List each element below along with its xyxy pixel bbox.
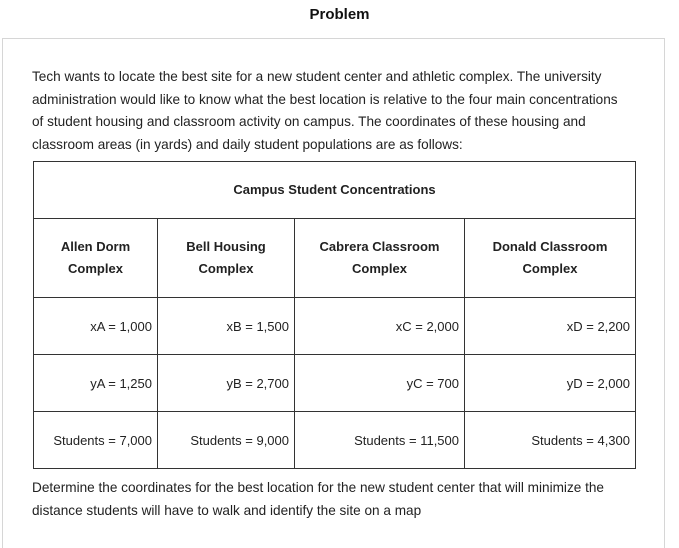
problem-question: Determine the coordinates for the best location for the new student center that will minimize the distance students will have to walk and identify the site on a map xyxy=(32,480,604,518)
cell-xa: xA = 1,000 xyxy=(34,298,158,355)
cell-students-c: Students = 11,500 xyxy=(295,412,465,469)
table-header-row xyxy=(34,219,636,298)
cell-xb: xB = 1,500 xyxy=(158,298,295,355)
header-bell: Bell Housing Complex xyxy=(158,219,295,298)
page-title: Problem xyxy=(309,6,370,23)
header-cabrera: Cabrera Classroom Complex xyxy=(295,219,465,298)
table-row-y xyxy=(34,355,636,412)
cell-yd: yD = 2,000 xyxy=(465,355,636,412)
table-caption: Campus Student Concentrations xyxy=(34,162,636,219)
cell-students-d: Students = 4,300 xyxy=(465,412,636,469)
cell-xd: xD = 2,200 xyxy=(465,298,636,355)
table-row-x xyxy=(34,298,636,355)
header-donald: Donald Classroom Complex xyxy=(465,219,636,298)
cell-students-b: Students = 9,000 xyxy=(158,412,295,469)
cell-xc: xC = 2,000 xyxy=(295,298,465,355)
table-row-students xyxy=(34,412,636,469)
problem-intro: Tech wants to locate the best site for a new student center and athletic complex. The university administration would like to know what the best location is relative to the four main concentrations of student housing and classroom activity on campus. The coordinates of these housing and classroom areas (in yards) and daily student populations are as follows: xyxy=(32,69,618,152)
cell-yc: yC = 700 xyxy=(295,355,465,412)
campus-concentrations-table xyxy=(33,161,636,469)
cell-students-a: Students = 7,000 xyxy=(34,412,158,469)
cell-ya: yA = 1,250 xyxy=(34,355,158,412)
cell-yb: yB = 2,700 xyxy=(158,355,295,412)
header-allen: Allen Dorm Complex xyxy=(34,219,158,298)
